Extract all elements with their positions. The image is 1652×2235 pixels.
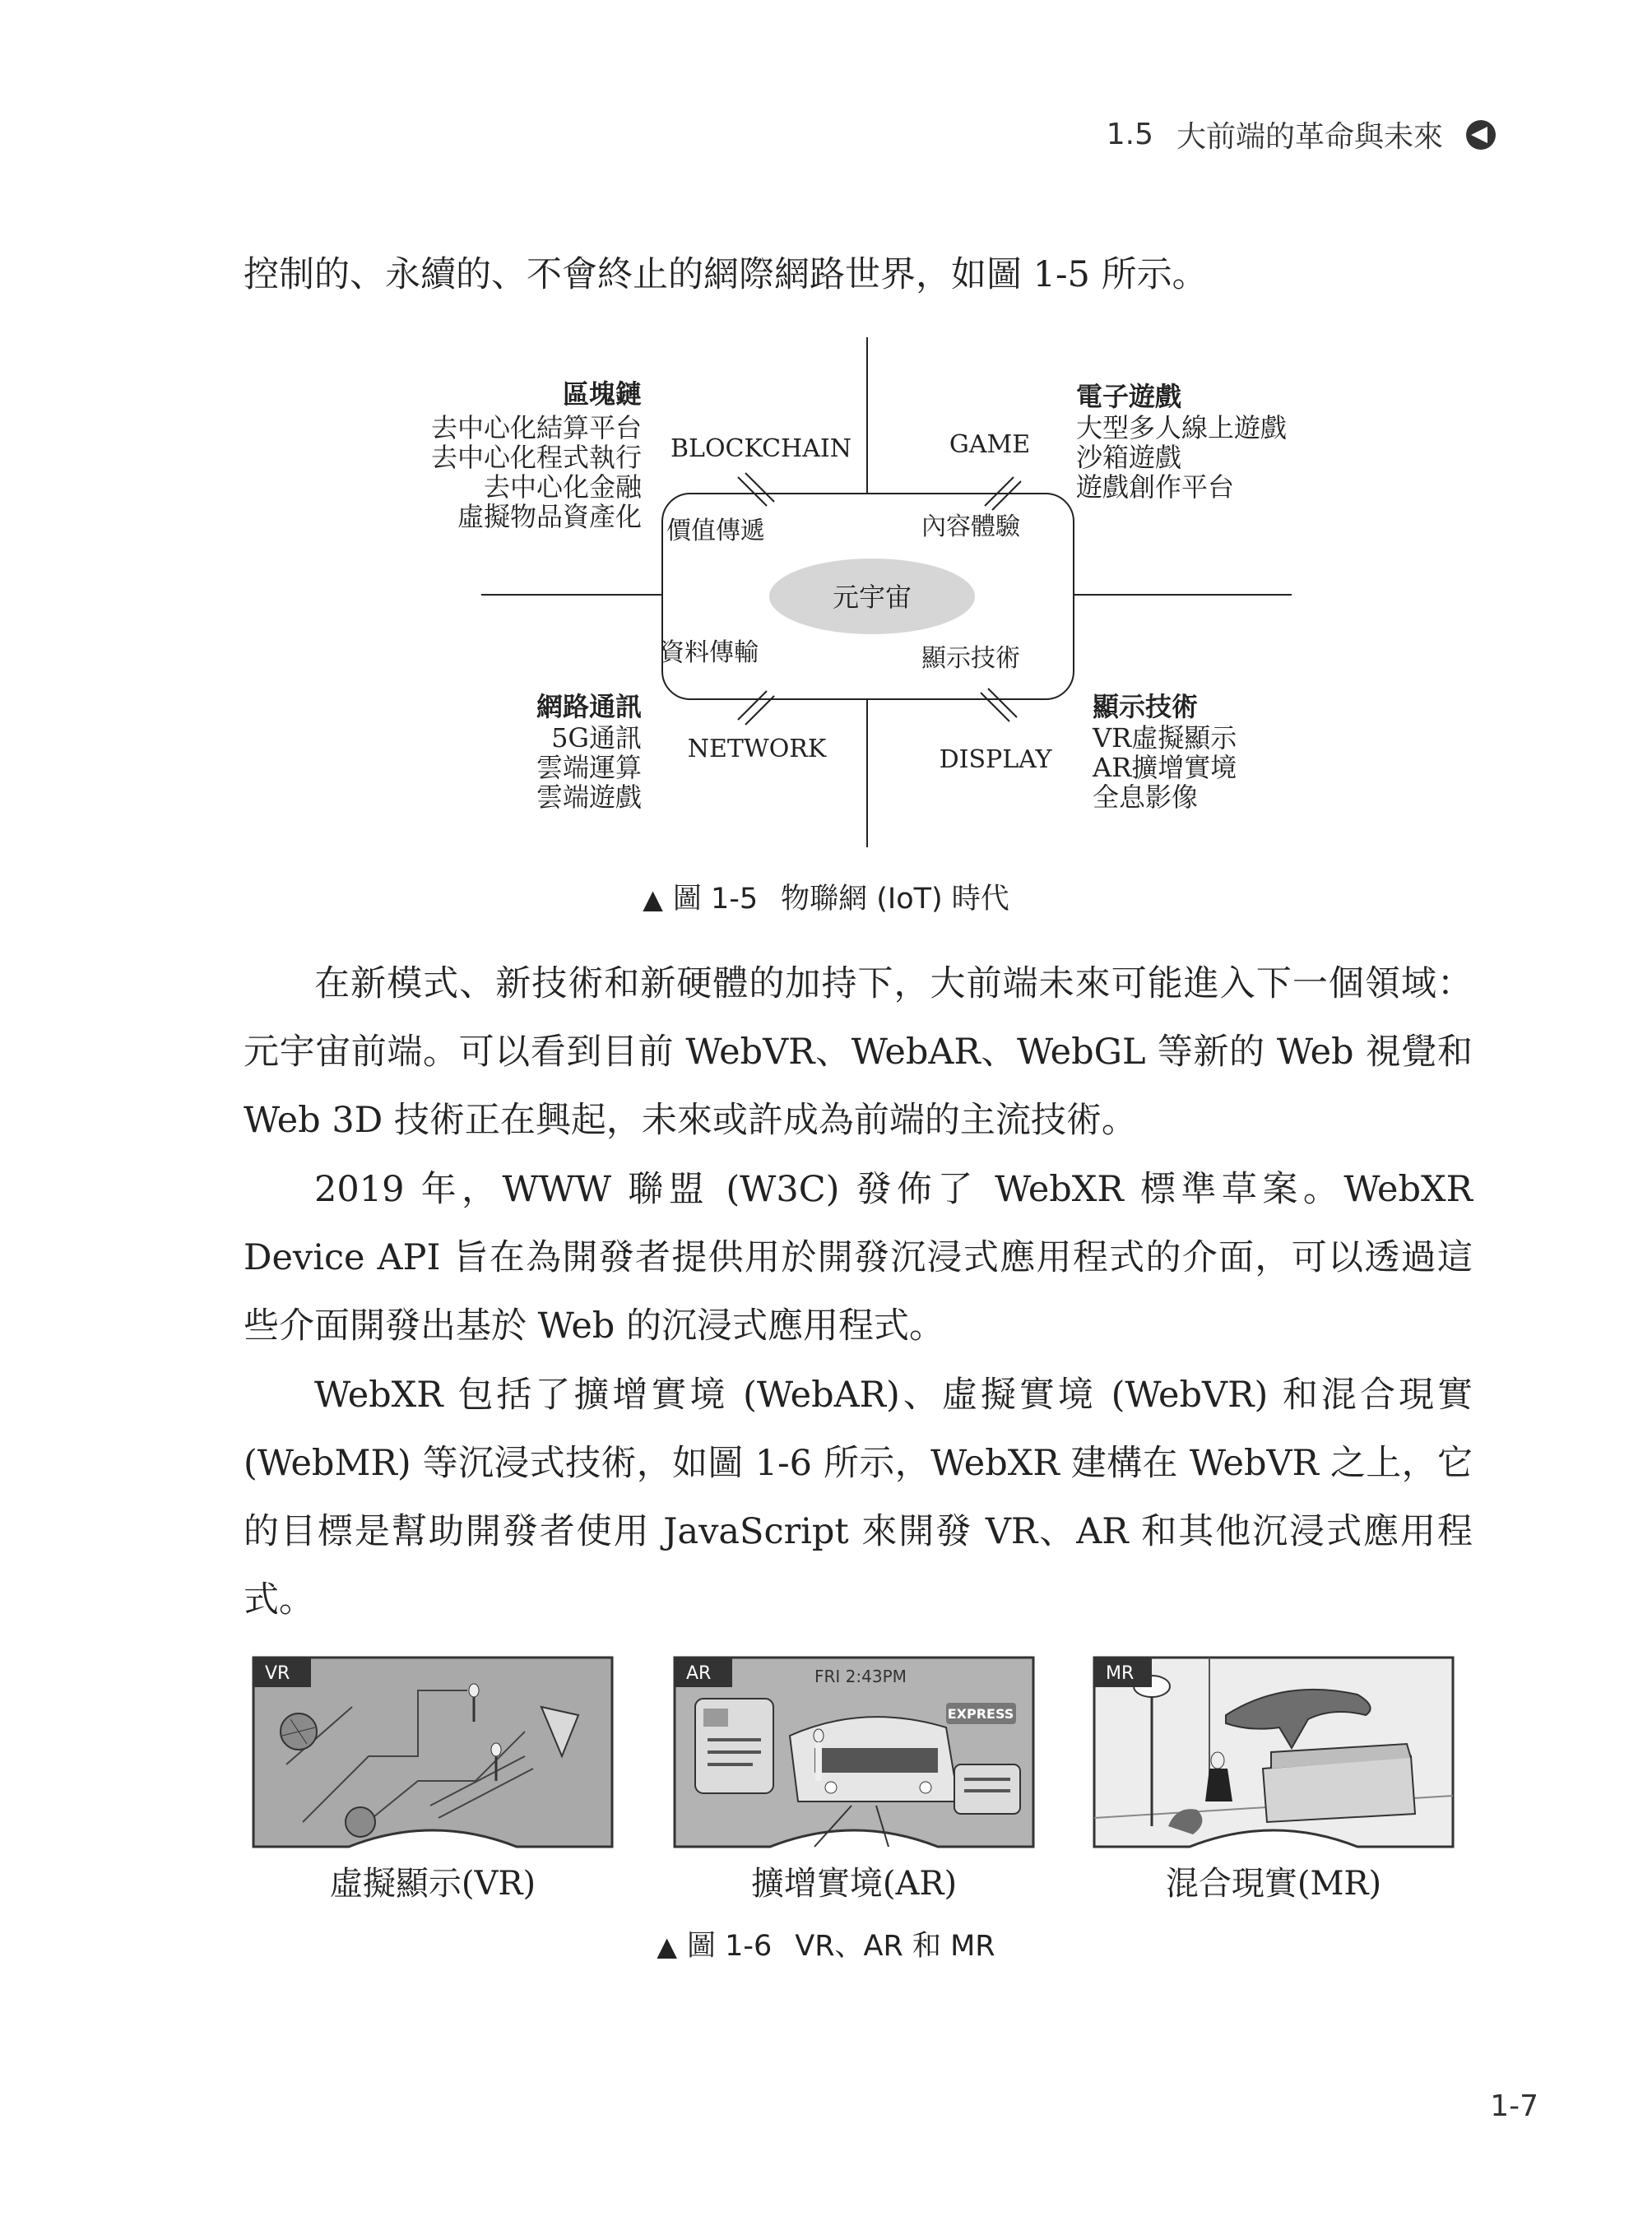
caption-text: VR、AR 和 MR — [795, 1930, 995, 1963]
figure-1-6-caption — [0, 1923, 1652, 1964]
game-title: 電子遊戲 — [1076, 381, 1182, 412]
ar-tag: AR — [686, 1663, 712, 1684]
network-title: 網路通訊 — [536, 691, 642, 722]
inner-label-value-transfer: 價值傳遞 — [666, 517, 765, 545]
network-item: 雲端運算 — [536, 752, 642, 783]
inner-label-display-tech: 顯示技術 — [921, 644, 1020, 673]
mr-panel — [1094, 1658, 1453, 1847]
blockchain-item: 去中心化金融 — [483, 471, 642, 503]
caption-label: 圖 1-5 — [672, 883, 759, 916]
metaverse-label: 元宇宙 — [832, 582, 912, 613]
network-item: 雲端遊戲 — [536, 781, 642, 813]
inner-label-content-experience: 內容體驗 — [921, 512, 1020, 541]
vr-illustration — [253, 1658, 612, 1847]
blockchain-item: 去中心化結算平台 — [430, 412, 642, 443]
mr-illustration — [1094, 1658, 1453, 1847]
caption-label: 圖 1-6 — [687, 1930, 773, 1963]
figure-metaverse-diagram — [430, 333, 1300, 851]
vr-caption: 虛擬顯示(VR) — [329, 1865, 536, 1903]
blockchain-title: 區塊鏈 — [562, 378, 642, 410]
game-item: 遊戲創作平台 — [1076, 471, 1235, 503]
network-item: 5G通訊 — [551, 722, 642, 754]
game-item: 大型多人線上遊戲 — [1076, 412, 1288, 443]
ar-caption: 擴增實境(AR) — [750, 1865, 958, 1903]
paragraph-webxr-tech: WebXR 包括了擴增實境 (WebAR)、虛擬實境 (WebVR) 和混合現實 (WebMR) 等沉浸式技術，如圖 1-6 所示，WebXR 建構在 WebVR 之上，它的目標是幫助開發者使用 JavaScript 來開發 VR、AR 和其他沉浸式應用程式。 — [244, 1375, 1473, 1621]
express-sign: EXPRESS — [947, 1706, 1014, 1722]
display-item: VR虛擬顯示 — [1093, 722, 1237, 754]
display-title: 顯示技術 — [1093, 691, 1199, 722]
blockchain-item: 虛擬物品資產化 — [457, 501, 642, 532]
ar-illustration — [675, 1658, 1033, 1847]
mr-tag: MR — [1106, 1663, 1135, 1684]
label-display: DISPLAY — [939, 745, 1052, 774]
paragraph-webxr-draft: 2019 年，WWW 聯盟 (W3C) 發佈了 WebXR 標準草案。WebXR Device API 旨在為開發者提供用於開發沉浸式應用程式的介面，可以透過這些介面開發出基於 Web 的沉浸式應用程式。 — [244, 1169, 1473, 1347]
blockchain-item: 去中心化程式執行 — [430, 442, 642, 473]
running-header — [1107, 114, 1496, 155]
inner-label-data-transmission: 資料傳輸 — [660, 638, 759, 667]
vr-panel — [253, 1658, 612, 1847]
triangle-marker-icon: ▲ — [657, 1931, 677, 1962]
label-network: NETWORK — [687, 735, 827, 763]
paragraph-metaverse-frontend: 在新模式、新技術和新硬體的加持下，大前端未來可能進入下一個領域：元宇宙前端。可以看到目前 WebVR、WebAR、WebGL 等新的 Web 視覺和 Web 3D 技術正在興起，未來或許成為前端的主流技術。 — [244, 963, 1473, 1141]
vr-tag: VR — [265, 1663, 290, 1684]
section-marker-icon — [1466, 120, 1496, 150]
label-game: GAME — [949, 430, 1031, 459]
paragraph-continued: 控制的、永續的、不會終止的網際網路世界，如圖 1-5 所示。 — [244, 254, 1208, 295]
display-item: 全息影像 — [1093, 781, 1199, 813]
triangle-marker-icon: ▲ — [643, 883, 663, 915]
game-item: 沙箱遊戲 — [1076, 442, 1182, 473]
figure-1-5-caption — [0, 876, 1652, 917]
label-blockchain: BLOCKCHAIN — [670, 434, 852, 463]
mr-caption: 混合現實(MR) — [1165, 1865, 1382, 1903]
section-title: 大前端的革命與未來 — [1176, 120, 1443, 154]
caption-text: 物聯網 (IoT) 時代 — [781, 883, 1009, 916]
ar-panel — [675, 1658, 1033, 1847]
ar-status-time: FRI 2:43PM — [814, 1667, 907, 1686]
page-number: 1-7 — [1490, 2089, 1538, 2123]
section-number: 1.5 — [1106, 118, 1153, 151]
display-item: AR擴增實境 — [1093, 752, 1237, 783]
